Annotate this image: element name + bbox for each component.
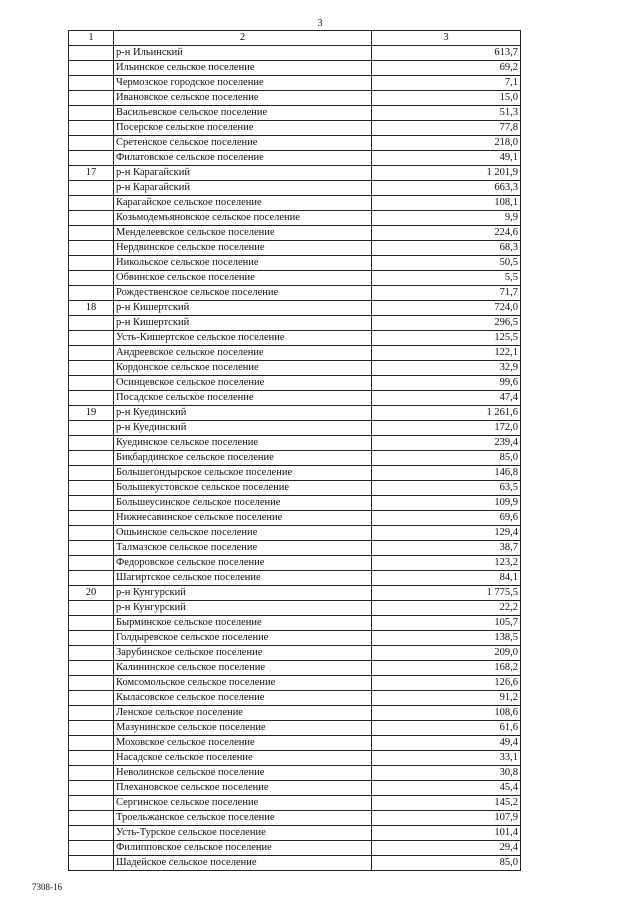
- row-number-cell: [69, 556, 114, 571]
- row-number-cell: [69, 151, 114, 166]
- row-name-cell: р-н Карагайский: [114, 166, 372, 181]
- row-value-cell: 7,1: [372, 76, 521, 91]
- row-number-cell: [69, 511, 114, 526]
- row-name-cell: Комсомольское сельское поселение: [114, 676, 372, 691]
- row-value-cell: 32,9: [372, 361, 521, 376]
- table-row: [69, 646, 521, 661]
- row-name-cell: Чермозское городское поселение: [114, 76, 372, 91]
- row-name-cell: Нижнесавинское сельское поселение: [114, 511, 372, 526]
- row-name-cell: р-н Карагайский: [114, 181, 372, 196]
- row-name-cell: Шагиртское сельское поселение: [114, 571, 372, 586]
- row-number-cell: [69, 271, 114, 286]
- row-number-cell: [69, 181, 114, 196]
- row-value-cell: 5,5: [372, 271, 521, 286]
- row-value-cell: 85,0: [372, 451, 521, 466]
- row-name-cell: Ивановское сельское поселение: [114, 91, 372, 106]
- row-number-cell: [69, 751, 114, 766]
- row-name-cell: Менделеевское сельское поселение: [114, 226, 372, 241]
- row-number-cell: [69, 661, 114, 676]
- row-value-cell: 209,0: [372, 646, 521, 661]
- row-number-cell: [69, 316, 114, 331]
- row-number-cell: [69, 421, 114, 436]
- table-row: [69, 436, 521, 451]
- header-cell-1: 1: [69, 31, 114, 46]
- row-name-cell: Федоровское сельское поселение: [114, 556, 372, 571]
- row-name-cell: Ильинское сельское поселение: [114, 61, 372, 76]
- table-row: [69, 316, 521, 331]
- row-number-cell: 19: [69, 406, 114, 421]
- row-name-cell: Большеусинское сельское поселение: [114, 496, 372, 511]
- row-value-cell: 1 201,9: [372, 166, 521, 181]
- header-cell-2: 2: [114, 31, 372, 46]
- row-name-cell: Кыласовское сельское поселение: [114, 691, 372, 706]
- header-cell-3: 3: [372, 31, 521, 46]
- table-row: [69, 286, 521, 301]
- row-name-cell: р-н Кунгурский: [114, 601, 372, 616]
- table-row: [69, 106, 521, 121]
- row-value-cell: 50,5: [372, 256, 521, 271]
- row-value-cell: 123,2: [372, 556, 521, 571]
- table-row: [69, 226, 521, 241]
- row-name-cell: Насадское сельское поселение: [114, 751, 372, 766]
- table-row: [69, 136, 521, 151]
- row-value-cell: 168,2: [372, 661, 521, 676]
- table-row: [69, 451, 521, 466]
- row-value-cell: 85,0: [372, 856, 521, 871]
- table-row: [69, 466, 521, 481]
- table-row: [69, 271, 521, 286]
- row-name-cell: р-н Куединский: [114, 406, 372, 421]
- row-number-cell: [69, 361, 114, 376]
- row-value-cell: 107,9: [372, 811, 521, 826]
- row-name-cell: Обвинское сельское поселение: [114, 271, 372, 286]
- table-row: [69, 76, 521, 91]
- row-value-cell: 1 775,5: [372, 586, 521, 601]
- row-value-cell: 296,5: [372, 316, 521, 331]
- table-row: [69, 346, 521, 361]
- table-row: [69, 181, 521, 196]
- table-row: [69, 751, 521, 766]
- row-name-cell: Зарубинское сельское поселение: [114, 646, 372, 661]
- table-row: [69, 841, 521, 856]
- page-number: 3: [317, 18, 323, 29]
- row-name-cell: Карагайское сельское поселение: [114, 196, 372, 211]
- table-row: [69, 361, 521, 376]
- row-name-cell: Сергинское сельское поселение: [114, 796, 372, 811]
- row-number-cell: [69, 106, 114, 121]
- row-value-cell: 69,2: [372, 61, 521, 76]
- row-value-cell: 105,7: [372, 616, 521, 631]
- row-value-cell: 49,1: [372, 151, 521, 166]
- row-value-cell: 101,4: [372, 826, 521, 841]
- row-value-cell: 47,4: [372, 391, 521, 406]
- table-row: [69, 571, 521, 586]
- row-number-cell: 18: [69, 301, 114, 316]
- row-number-cell: [69, 91, 114, 106]
- table-row: [69, 766, 521, 781]
- table-row: [69, 211, 521, 226]
- row-number-cell: [69, 286, 114, 301]
- row-number-cell: [69, 496, 114, 511]
- row-value-cell: 172,0: [372, 421, 521, 436]
- table-row: [69, 691, 521, 706]
- row-name-cell: Козьмодемьяновское сельское поселение: [114, 211, 372, 226]
- row-name-cell: Шадейское сельское поселение: [114, 856, 372, 871]
- row-number-cell: [69, 76, 114, 91]
- table-row: [69, 46, 521, 61]
- row-name-cell: р-н Кишертский: [114, 316, 372, 331]
- row-value-cell: 9,9: [372, 211, 521, 226]
- row-name-cell: Усть-Кишертское сельское поселение: [114, 331, 372, 346]
- row-name-cell: р-н Куединский: [114, 421, 372, 436]
- row-number-cell: [69, 211, 114, 226]
- row-value-cell: 61,6: [372, 721, 521, 736]
- table-row: [69, 541, 521, 556]
- row-number-cell: [69, 736, 114, 751]
- row-number-cell: [69, 796, 114, 811]
- table-row: [69, 421, 521, 436]
- row-number-cell: [69, 481, 114, 496]
- row-value-cell: 239,4: [372, 436, 521, 451]
- row-value-cell: 77,8: [372, 121, 521, 136]
- table-row: [69, 676, 521, 691]
- table-row: [69, 121, 521, 136]
- row-value-cell: 51,3: [372, 106, 521, 121]
- table-row: [69, 526, 521, 541]
- row-value-cell: 146,8: [372, 466, 521, 481]
- table-row: [69, 616, 521, 631]
- row-name-cell: Талмазское сельское поселение: [114, 541, 372, 556]
- table-header-row: [69, 31, 521, 46]
- row-name-cell: Васильевское сельское поселение: [114, 106, 372, 121]
- row-value-cell: 126,6: [372, 676, 521, 691]
- table-row: [69, 706, 521, 721]
- row-number-cell: [69, 691, 114, 706]
- row-number-cell: [69, 346, 114, 361]
- row-number-cell: [69, 436, 114, 451]
- table-row: [69, 481, 521, 496]
- table-row: [69, 631, 521, 646]
- row-name-cell: Большекустовское сельское поселение: [114, 481, 372, 496]
- row-name-cell: Плехановское сельское поселение: [114, 781, 372, 796]
- row-number-cell: [69, 256, 114, 271]
- table-row: [69, 61, 521, 76]
- row-name-cell: Кордонское сельское поселение: [114, 361, 372, 376]
- row-name-cell: Ошьинское сельское поселение: [114, 526, 372, 541]
- row-name-cell: Осинцевское сельское поселение: [114, 376, 372, 391]
- row-value-cell: 724,0: [372, 301, 521, 316]
- table-row: [69, 256, 521, 271]
- row-value-cell: 125,5: [372, 331, 521, 346]
- table-row: [69, 826, 521, 841]
- row-name-cell: Андреевское сельское поселение: [114, 346, 372, 361]
- table-row: [69, 721, 521, 736]
- table-row: [69, 556, 521, 571]
- row-number-cell: [69, 616, 114, 631]
- row-number-cell: [69, 136, 114, 151]
- row-number-cell: [69, 631, 114, 646]
- row-name-cell: Калининское сельское поселение: [114, 661, 372, 676]
- row-name-cell: Посадское сельское поселение: [114, 391, 372, 406]
- row-name-cell: Моховское сельское поселение: [114, 736, 372, 751]
- row-value-cell: 145,2: [372, 796, 521, 811]
- row-number-cell: [69, 766, 114, 781]
- row-value-cell: 613,7: [372, 46, 521, 61]
- row-number-cell: [69, 856, 114, 871]
- row-name-cell: Филипповское сельское поселение: [114, 841, 372, 856]
- row-number-cell: [69, 826, 114, 841]
- row-name-cell: Бырминское сельское поселение: [114, 616, 372, 631]
- table-row: [69, 376, 521, 391]
- row-name-cell: Голдыревское сельское поселение: [114, 631, 372, 646]
- row-value-cell: 663,3: [372, 181, 521, 196]
- row-number-cell: [69, 526, 114, 541]
- row-number-cell: [69, 61, 114, 76]
- row-value-cell: 109,9: [372, 496, 521, 511]
- row-number-cell: [69, 391, 114, 406]
- table-row: [69, 91, 521, 106]
- row-number-cell: [69, 781, 114, 796]
- row-value-cell: 69,6: [372, 511, 521, 526]
- row-name-cell: Мазунинское сельское поселение: [114, 721, 372, 736]
- table-row: [69, 586, 521, 601]
- row-value-cell: 84,1: [372, 571, 521, 586]
- row-name-cell: Бикбардинское сельское поселение: [114, 451, 372, 466]
- row-value-cell: 15,0: [372, 91, 521, 106]
- row-number-cell: [69, 676, 114, 691]
- row-value-cell: 29,4: [372, 841, 521, 856]
- row-number-cell: [69, 121, 114, 136]
- table-row: [69, 736, 521, 751]
- row-name-cell: Сретенское сельское поселение: [114, 136, 372, 151]
- row-value-cell: 30,8: [372, 766, 521, 781]
- row-value-cell: 1 261,6: [372, 406, 521, 421]
- row-number-cell: [69, 226, 114, 241]
- row-number-cell: [69, 571, 114, 586]
- row-value-cell: 49,4: [372, 736, 521, 751]
- row-name-cell: р-н Кишертский: [114, 301, 372, 316]
- table-row: [69, 331, 521, 346]
- row-value-cell: 22,2: [372, 601, 521, 616]
- row-name-cell: Ленское сельское поселение: [114, 706, 372, 721]
- row-number-cell: [69, 811, 114, 826]
- table-row: [69, 796, 521, 811]
- row-number-cell: 17: [69, 166, 114, 181]
- row-name-cell: Усть-Турское сельское поселение: [114, 826, 372, 841]
- row-name-cell: р-н Кунгурский: [114, 586, 372, 601]
- row-number-cell: [69, 541, 114, 556]
- row-name-cell: Никольское сельское поселение: [114, 256, 372, 271]
- table-row: [69, 511, 521, 526]
- row-number-cell: [69, 706, 114, 721]
- row-number-cell: [69, 376, 114, 391]
- row-value-cell: 108,1: [372, 196, 521, 211]
- row-name-cell: Нердвинское сельское поселение: [114, 241, 372, 256]
- row-number-cell: [69, 841, 114, 856]
- table-row: [69, 811, 521, 826]
- row-value-cell: 33,1: [372, 751, 521, 766]
- row-name-cell: Рождественское сельское поселение: [114, 286, 372, 301]
- row-value-cell: 218,0: [372, 136, 521, 151]
- table-row: [69, 391, 521, 406]
- row-name-cell: Филатовское сельское поселение: [114, 151, 372, 166]
- row-value-cell: 63,5: [372, 481, 521, 496]
- row-value-cell: 108,6: [372, 706, 521, 721]
- row-name-cell: Троельжанское сельское поселение: [114, 811, 372, 826]
- row-name-cell: Куединское сельское поселение: [114, 436, 372, 451]
- row-value-cell: 91,2: [372, 691, 521, 706]
- table-row: [69, 406, 521, 421]
- table-row: [69, 661, 521, 676]
- row-number-cell: [69, 601, 114, 616]
- table-row: [69, 166, 521, 181]
- row-name-cell: Посерское сельское поселение: [114, 121, 372, 136]
- table-row: [69, 781, 521, 796]
- row-name-cell: Большегондырское сельское поселение: [114, 466, 372, 481]
- table-row: [69, 856, 521, 871]
- row-number-cell: [69, 46, 114, 61]
- row-value-cell: 122,1: [372, 346, 521, 361]
- row-value-cell: 138,5: [372, 631, 521, 646]
- table-row: [69, 241, 521, 256]
- table-row: [69, 301, 521, 316]
- row-number-cell: [69, 331, 114, 346]
- table-row: [69, 196, 521, 211]
- allocation-table: [68, 30, 521, 871]
- table-row: [69, 496, 521, 511]
- row-number-cell: [69, 466, 114, 481]
- row-number-cell: [69, 241, 114, 256]
- row-number-cell: 20: [69, 586, 114, 601]
- document-code: 7308-16: [32, 882, 62, 892]
- row-value-cell: 129,4: [372, 526, 521, 541]
- row-value-cell: 68,3: [372, 241, 521, 256]
- row-number-cell: [69, 196, 114, 211]
- row-value-cell: 99,6: [372, 376, 521, 391]
- row-name-cell: Неволинское сельское поселение: [114, 766, 372, 781]
- row-value-cell: 45,4: [372, 781, 521, 796]
- row-number-cell: [69, 646, 114, 661]
- table-row: [69, 151, 521, 166]
- row-value-cell: 71,7: [372, 286, 521, 301]
- row-number-cell: [69, 451, 114, 466]
- row-number-cell: [69, 721, 114, 736]
- table-row: [69, 601, 521, 616]
- row-value-cell: 38,7: [372, 541, 521, 556]
- row-value-cell: 224,6: [372, 226, 521, 241]
- row-name-cell: р-н Ильинский: [114, 46, 372, 61]
